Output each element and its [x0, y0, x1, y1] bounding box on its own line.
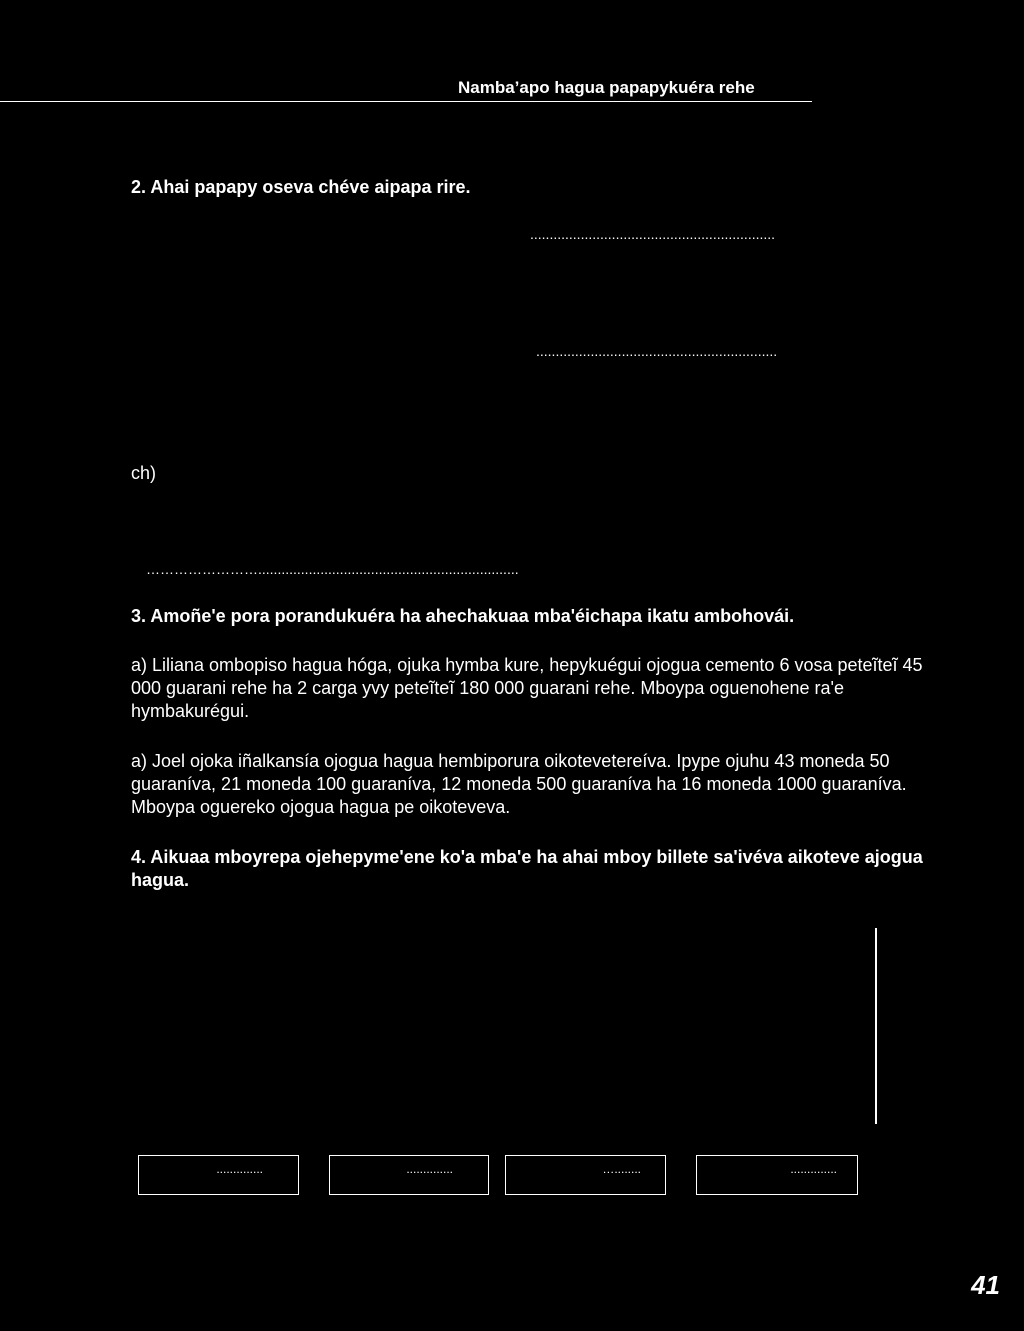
answer-box-1[interactable]	[138, 1155, 299, 1195]
answer-dots-1: ...............................................................	[530, 226, 776, 242]
answer-dots-2: ..............................................................	[536, 343, 778, 359]
answer-box-dots: …........	[602, 1162, 641, 1176]
question-4-heading: 4. Aikuaa mboyrepa ojehepyme'ene ko'a mba'e ha ahai mboy billete sa'ivéva aikoteve ajogua hagua.	[131, 847, 923, 890]
problem-a-text: a) Liliana ombopiso hagua hóga, ojuka hymba kure, hepykuégui ojogua cemento 6 vosa peteĩteĩ 45 000 guarani rehe ha 2 carga yvy peteĩteĩ 180 000 guarani rehe. Mboypa oguenohene ra'e hymbakurégui.	[131, 655, 923, 721]
answer-box-dots: ..............	[406, 1162, 453, 1176]
page-number: 41	[971, 1270, 1000, 1300]
answer-dots-3: ……………………...................................................................	[146, 561, 519, 577]
vertical-rule	[875, 928, 877, 1124]
answer-box-dots: ..............	[216, 1162, 263, 1176]
problem-b-text: a) Joel ojoka iñalkansía ojogua hagua hembiporura oikotevetereíva. Ipype ojuhu 43 moneda 50 guaraníva, 21 moneda 100 guaraníva, 12 moneda 500 guaraníva ha 16 moneda 1000 guaraníva. Mboypa oguereko ojogua hagua pe oikoteveva.	[131, 751, 907, 817]
answer-box-3[interactable]	[505, 1155, 666, 1195]
question-3-heading: 3. Amoñe'e pora porandukuéra ha ahechakuaa mba'éichapa ikatu ambohovái.	[131, 606, 795, 626]
answer-box-dots: ..............	[790, 1162, 837, 1176]
question-2-heading: 2. Ahai papapy oseva chéve aipapa rire.	[131, 177, 471, 197]
answer-box-2[interactable]	[329, 1155, 489, 1195]
page-header-title: Namba’apo hagua papapykuéra rehe	[458, 78, 755, 97]
answer-box-4[interactable]	[696, 1155, 858, 1195]
item-label-ch: ch)	[131, 463, 157, 483]
header-rule	[0, 101, 812, 102]
